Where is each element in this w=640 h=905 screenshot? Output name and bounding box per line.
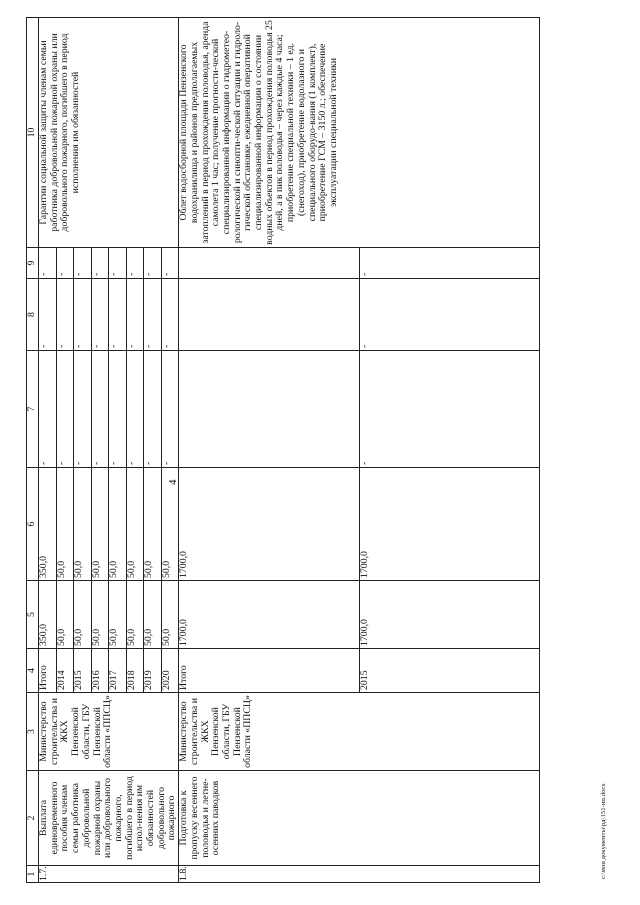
header-cell: 1 — [27, 866, 39, 883]
row-number: 1.7. — [39, 866, 179, 883]
federal-cell: - — [56, 351, 74, 468]
regional-cell: 50,0 — [109, 468, 127, 581]
year-cell: 2017 — [109, 649, 127, 693]
year-cell: Итого — [39, 649, 57, 693]
other-cell: - — [56, 248, 74, 279]
regional-cell: 50,0 — [144, 468, 162, 581]
header-cell: 10 — [27, 18, 39, 248]
other-cell: - — [109, 248, 127, 279]
year-cell: Итого — [179, 649, 360, 693]
regional-cell: 50,0 — [91, 468, 109, 581]
other-cell: - — [126, 248, 144, 279]
header-cell: 7 — [27, 351, 39, 468]
other-cell: - — [74, 248, 92, 279]
executor: Министерство строительства и ЖКХ Пензенской области, ГБУ Пензенской области «ППСЦ» — [39, 693, 179, 771]
total-cell: 50,0 — [91, 581, 109, 649]
regional-cell: 50,0 — [161, 468, 179, 581]
federal-cell: - — [39, 351, 57, 468]
local-cell: - — [359, 279, 540, 351]
other-cell: - — [91, 248, 109, 279]
measure-name: Подготовка к пропуску весеннего половодья и летне-осенних паводков — [179, 771, 540, 866]
executor: Министерство строительства и ЖКХ Пензенской области, ГБУ Пензенской области «ППСЦ» — [179, 693, 540, 771]
federal-cell: - — [161, 351, 179, 468]
federal-cell: - — [126, 351, 144, 468]
program-table — [26, 17, 540, 883]
total-cell: 50,0 — [109, 581, 127, 649]
total-cell: 50,0 — [144, 581, 162, 649]
other-cell: - — [144, 248, 162, 279]
total-cell: 50,0 — [74, 581, 92, 649]
local-cell: - — [39, 279, 57, 351]
regional-cell: 50,0 — [56, 468, 74, 581]
year-cell: 2014 — [56, 649, 74, 693]
other-cell — [179, 248, 360, 279]
local-cell: - — [91, 279, 109, 351]
total-cell: 350,0 — [39, 581, 57, 649]
header-cell: 6 — [27, 468, 39, 581]
local-cell: - — [74, 279, 92, 351]
local-cell: - — [144, 279, 162, 351]
local-cell: - — [126, 279, 144, 351]
total-cell: 50,0 — [161, 581, 179, 649]
year-cell: 2020 — [161, 649, 179, 693]
total-cell: 50,0 — [126, 581, 144, 649]
year-cell: 2015 — [74, 649, 92, 693]
expected-result: Гарантии социальной защиты членам семьи работника добровольной пожарной охраны или добровольного пожарного, погибшего в период исполнения им обязанностей — [39, 18, 179, 248]
header-cell: 8 — [27, 279, 39, 351]
row-number: 1.8. — [179, 866, 540, 883]
expected-result: Облет водосборной площади Пензенского водохранилища и районов предполагаемых затоплений в период прохождения половодья, аренда самолета 1 час; получение прогности-ческой специализированной информации о гидрометео-рологической и синопти-ческой ситуации и гидроло-гической обстановке, ежедневной оперативной специализированной информации о состоянии водных объектов в период прохождения половодья 25 дней, а в пик половодья – через каждые 4 часа; приобретение специальной техники – 1 ед. (снегоход), приобретение водолазного и специального оборудо-вания (1 комплект), приобретение ГСМ – 3150 л.; обеспечение эксплуатации специальной техники — [179, 18, 540, 248]
year-cell: 2016 — [91, 649, 109, 693]
total-cell: 50,0 — [56, 581, 74, 649]
federal-cell: - — [74, 351, 92, 468]
regional-cell: 1700,0 — [179, 468, 360, 581]
local-cell — [179, 279, 360, 351]
measure-name: Выплата единовременного пособия членам семьи работника добровольной пожарной охраны или добровольного пожарного, погибшего в период испол-нения им обязанностей добровольного пожарного — [39, 771, 179, 866]
page-number: 4 — [167, 479, 179, 485]
federal-cell: - — [91, 351, 109, 468]
total-cell: 1700,0 — [359, 581, 540, 649]
header-cell: 5 — [27, 581, 39, 649]
other-cell: - — [359, 248, 540, 279]
federal-cell: - — [144, 351, 162, 468]
table-row — [179, 18, 360, 883]
regional-cell: 50,0 — [126, 468, 144, 581]
header-cell: 4 — [27, 649, 39, 693]
other-cell: - — [39, 248, 57, 279]
federal-cell: - — [109, 351, 127, 468]
table-row — [39, 18, 57, 883]
header-cell: 3 — [27, 693, 39, 771]
local-cell: - — [109, 279, 127, 351]
federal-cell — [179, 351, 360, 468]
header-row — [27, 18, 39, 883]
footer-file-path: c:\мои документы\рд\151-нп.docx — [600, 783, 607, 879]
total-cell: 1700,0 — [179, 581, 360, 649]
header-cell: 2 — [27, 771, 39, 866]
year-cell: 2015 — [359, 649, 540, 693]
local-cell: - — [161, 279, 179, 351]
regional-cell: 350,0 — [39, 468, 57, 581]
year-cell: 2018 — [126, 649, 144, 693]
regional-cell: 50,0 — [74, 468, 92, 581]
federal-cell: - — [359, 351, 540, 468]
other-cell: - — [161, 248, 179, 279]
regional-cell: 1700,0 — [359, 468, 540, 581]
year-cell: 2019 — [144, 649, 162, 693]
local-cell: - — [56, 279, 74, 351]
header-cell: 9 — [27, 248, 39, 279]
